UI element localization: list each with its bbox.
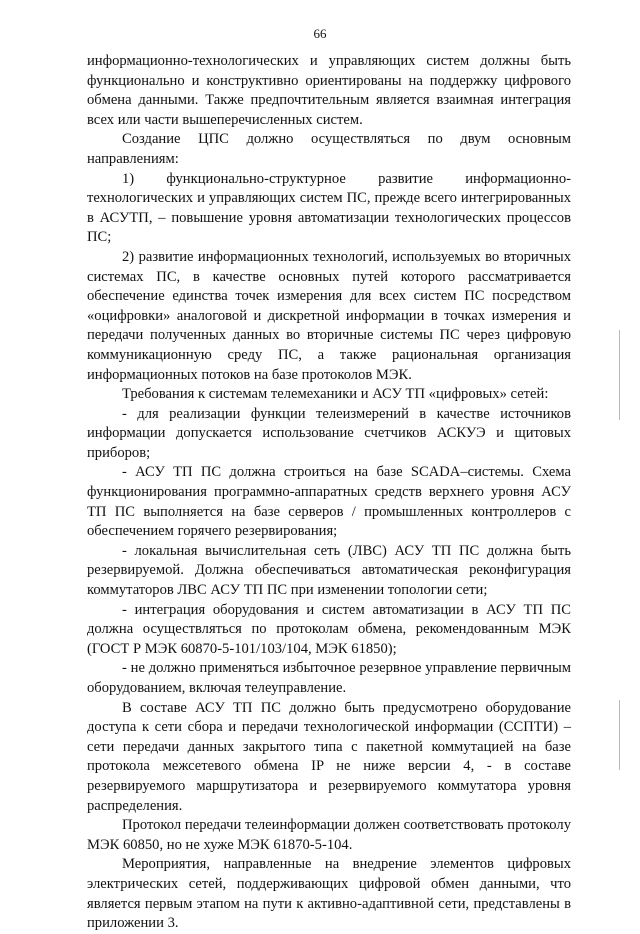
list-item-direction-1: 1) функционально-структурное развитие информационно-технологических и управляющих систем ПС, прежде всего интегрированных в АСУТП, – повышение уровня автоматизации технологических процессов ПС; bbox=[87, 170, 571, 246]
list-item-requirement-5: - не должно применяться избыточное резервное управление первичным оборудованием, включая телеуправление. bbox=[87, 660, 571, 696]
scan-artifact bbox=[619, 700, 620, 770]
paragraph-network-access: В составе АСУ ТП ПС должно быть предусмотрено оборудование доступа к сети сбора и передачи технологической информации (ССПТИ) – сети передачи данных закрытого типа с пакетной коммутацией на базе протокола межсетевого обмена IP не ниже версии 4, - в составе резервируемого маршрутизатора и резервируемого коммутатора уровня распределения. bbox=[87, 699, 571, 814]
list-item-requirement-1: - для реализации функции телеизмерений в качестве источников информации допускается использование счетчиков АСКУЭ и щитовых приборов; bbox=[87, 405, 571, 461]
scan-artifact bbox=[619, 330, 620, 420]
list-item-requirement-3: - локальная вычислительная сеть (ЛВС) АСУ ТП ПС должна быть резервируемой. Должна обеспечиваться автоматическая реконфигурация коммутаторов ЛВС АСУ ТП ПС при изменении топологии сети; bbox=[87, 542, 571, 599]
paragraph-protocol: Протокол передачи телеинформации должен соответствовать протоколу МЭК 60850, но не хуже МЭК 61870-5-104. bbox=[87, 817, 571, 853]
paragraph-continuation: информационно-технологических и управляющих систем должны быть функционально и конструктивно ориентированы на поддержку цифрового обмена данными. Также предпочтительным является взаимная интеграция всех или части вышеперечисленных систем. bbox=[87, 53, 571, 128]
paragraph-requirements-intro: Требования к системам телемеханики и АСУ ТП «цифровых» сетей: bbox=[122, 386, 549, 403]
page-number: 66 bbox=[313, 26, 327, 41]
list-item-direction-2: 2) развитие информационных технологий, используемых во вторичных системах ПС, в качестве основных путей которого рассматривается обеспечение единства точек измерения для всех систем ПС посредством «оцифровки» аналоговой и дискретной информации в точках измерения и передачи полученных данных во вторичные системы ПС через цифровую коммуникационную среду ПС, а также рациональная организация информационных потоков на базе протоколов МЭК. bbox=[87, 248, 571, 383]
paragraph-measures: Мероприятия, направленные на внедрение элементов цифровых электрических сетей, поддерживающих цифровой обмен данными, что является первым этапом на пути к активно-адаптивной сети, представлены в приложении 3. bbox=[87, 856, 571, 932]
list-item-requirement-4: - интеграция оборудования и систем автоматизации в АСУ ТП ПС должна осуществляться по протоколам обмена, рекомендованным МЭК (ГОСТ Р МЭК 60870-5-101/103/104, МЭК 61850); bbox=[87, 601, 571, 657]
list-item-requirement-2: - АСУ ТП ПС должна строиться на базе SCADA–системы. Схема функционирования программно-аппаратных средств верхнего уровня АСУ ТП ПС выполняется на базе серверов / промышленных контроллеров с обеспечением горячего резервирования; bbox=[87, 464, 571, 540]
document-body bbox=[87, 52, 571, 934]
paragraph-directions-intro: Создание ЦПС должно осуществляться по двум основным направлениям: bbox=[87, 131, 571, 167]
